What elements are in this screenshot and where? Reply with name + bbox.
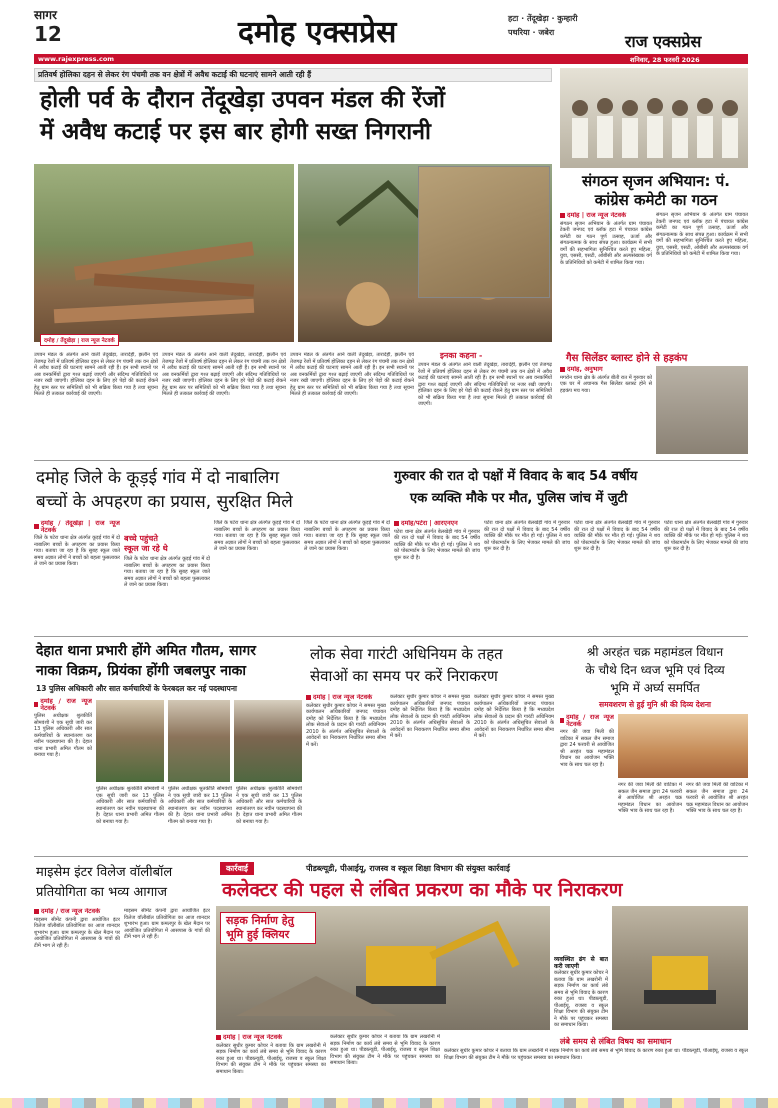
kidnap-col-4 (304, 520, 390, 632)
side-mid-byline (560, 366, 652, 373)
side-top-byline (560, 212, 652, 219)
lokseva-headline-2[interactable]: सेवाओं का समय पर करें निराकरण (310, 667, 498, 685)
registration-bar (0, 1098, 778, 1108)
police-kicker: 13 पुलिस अधिकारी और सात कर्मचारियों के फेरबदल कर नई पदस्थापना (36, 684, 237, 693)
dispute-body: पटेरा थाना क्षेत्र अंतर्गत बेलखेड़ी गांव में गुरुवार की रात दो पक्षों में विवाद के बाद 54 वर्षीय व्यक्ति की मौके पर मौत हो गई। पुलिस ने शव को पोस्टमार्टम के लिए भेजकर मामले की जांच शुरू कर दी है। (394, 528, 480, 561)
city-label: सागर (34, 8, 57, 22)
police-portrait-3 (234, 700, 302, 782)
collector-col-4 (444, 1048, 748, 1096)
police-headline-1[interactable]: देहात थाना प्रभारी होंगे अमित गौतम, सागर (36, 643, 256, 659)
dispute-col-4 (664, 520, 748, 632)
side-top-byline-text: दमोह | राज न्यूज नेटवर्क (567, 212, 627, 219)
page-number: 12 (34, 22, 62, 46)
lokseva-body-cont: कलेक्टर सुधीर कुमार कोचर ने समस्त मुख्य कार्यपालन अधिकारियों जनपद पंचायत दमोह को निर्देशित किया है कि मध्यप्रदेश लोक सेवाओं के प्रदान की गारंटी अधिनियम 2010 के अंतर्गत अधिसूचित सेवाओं के आवेदनों का निराकरण निर्धारित समय सीमा में करें। (390, 694, 470, 739)
edition-tags: हटा · तेंदूखेड़ा · कुम्हारी पथरिया · जबेरा (508, 14, 578, 37)
lead-body-col-2 (162, 352, 286, 456)
lead-inset-photo (418, 166, 550, 298)
collector-side-headline[interactable]: लंबे समय से लंबित विषय का समाधान (560, 1037, 672, 1046)
police-body-cont-2: पुलिस अधीक्षक श्रुतकीर्ति सोमवंशी ने एक सूची जारी कर 13 पुलिस अधिकारी और सात कर्मचारियों के स्थानांतरण कर नवीन पदस्थापना की है। देहात थाना प्रभारी अमित गौतम को बनाया गया है। (168, 786, 232, 825)
police-body: पुलिस अधीक्षक श्रुतकीर्ति सोमवंशी ने एक सूची जारी कर 13 पुलिस अधिकारी और सात कर्मचारियों के स्थानांतरण कर नवीन पदस्थापना की है। देहात थाना प्रभारी अमित गौतम को बनाया गया है। (34, 713, 92, 758)
police-col-2 (96, 786, 164, 852)
log-pile-illustration (34, 164, 294, 342)
jain-body-cont-2: नगर की जवा मिली की वाटिका में सकल जैन समाज द्वारा 24 फरवरी से आयोजित श्री अरहंत चक्र महामंडल विधान का आयोजन भक्ति भाव के साथ चल रहा है। (686, 782, 748, 814)
collector-inset-1: सड़क निर्माण हेतु (226, 914, 294, 927)
police-col-4 (236, 786, 302, 852)
group-photo-illustration (560, 68, 748, 168)
lokseva-headline-1[interactable]: लोक सेवा गारंटी अधिनियम के तहत (310, 645, 503, 663)
collector-body: कलेक्टर सुधीर कुमार कोचर ने बताया कि ग्राम लखरोनी में सड़क निर्माण का कार्य लंबे समय से भूमि विवाद के कारण रुका हुआ था। पीडब्ल्यूडी, पीआईयू, राजस्व व स्कूल शिक्षा विभाग की संयुक्त टीम ने मौके पर पहुंचकर समस्या का समाधान किया। (216, 1042, 326, 1075)
side-mid-body: मगरोन थाना क्षेत्र के अंतर्गत बीती रात में गुरुवार को एक घर में अचानक गैस सिलेंडर ब्लास्ट होने से हड़कंप मच गया। (560, 374, 652, 394)
side-top-col-2 (656, 212, 748, 346)
dispute-byline-text: दमोह/पटेरा | आरएनएन (401, 520, 458, 527)
dispute-body-cont: पटेरा थाना क्षेत्र अंतर्गत बेलखेड़ी गांव में गुरुवार की रात दो पक्षों में विवाद के बाद 54 वर्षीय व्यक्ति की मौके पर मौत हो गई। पुलिस ने शव को पोस्टमार्टम के लिए भेजकर मामले की जांच शुरू कर दी है। (484, 520, 570, 552)
jain-headline-1[interactable]: श्री अरहंत चक्र महामंडल विधान (586, 645, 724, 659)
collector-body-cont-2: कलेक्टर सुधीर कुमार कोचर ने बताया कि ग्राम लखरोनी में सड़क निर्माण का कार्य लंबे समय से भूमि विवाद के कारण रुका हुआ था। पीडब्ल्यूडी, पीआईयू, राजस्व व स्कूल शिक्षा विभाग की संयुक्त टीम ने मौके पर पहुंचकर समस्या का समाधान किया। (554, 970, 608, 1028)
side-top-col-1 (560, 212, 652, 346)
page-title: दमोह एक्सप्रेस (238, 15, 397, 50)
lead-body-cont: उपवन मंडल के अंतर्गत आने वाली तेंदूखेड़ा, तारादेही, झलौन एवं तेजगढ़ रेंजों में प्रतिवर्ष होलिका दहन से लेकर रंग पंचमी तक वन क्षेत्रों में अवैध कटाई की घटनाएं सामने आती रही हैं। इन सभी स्थानों पर अब वनकर्मियों द्वारा गश्त बढ़ाई जाएगी और संदिग्ध गतिविधियों पर नजर रखी जाएगी। होलिका दहन के लिए हरे पेड़ों की कटाई रोकने हेतु ग्राम स्तर पर समितियों को भी सक्रिय किया गया है तथा सूचना मिलते ही तत्काल कार्रवाई की जाएगी। (162, 352, 286, 397)
dispute-headline-1[interactable]: गुरुवार की रात दो पक्षों में विवाद के बाद 54 वर्षीय (394, 469, 638, 484)
police-col-1 (34, 698, 92, 852)
collector-headline[interactable]: कलेक्टर की पहल से लंबित प्रकरण का मौके पर निराकरण (222, 879, 623, 901)
lead-body-col-3 (290, 352, 414, 456)
kidnap-body-cont-3: जिले के पटेरा थाना क्षेत्र अंतर्गत कूड़ई गांव में दो नाबालिग बच्चों के अपहरण का प्रयास किया गया। बताया जा रहा है कि सुबह स्कूल जाते समय अज्ञात लोगों ने बच्चों को बहला फुसलाकर ले जाने का प्रयास किया। (304, 520, 390, 552)
lead-photo-1 (34, 164, 294, 342)
kidnap-headline-1[interactable]: दमोह जिले के कूड़ई गांव में दो नाबालिग (36, 468, 280, 488)
kidnap-col-1 (34, 520, 120, 632)
police-col-3 (168, 786, 232, 852)
volley-byline-text: दमोह / राज न्यूज नेटवर्क (41, 908, 101, 915)
side-mid-byline-text: दमोह, अनुभाग (567, 366, 603, 373)
lokseva-col-2 (390, 694, 470, 852)
police-body-cont-3: पुलिस अधीक्षक श्रुतकीर्ति सोमवंशी ने एक सूची जारी कर 13 पुलिस अधिकारी और सात कर्मचारियों के स्थानांतरण कर नवीन पदस्थापना की है। देहात थाना प्रभारी अमित गौतम को बनाया गया है। (236, 786, 302, 825)
side-top-photo (560, 68, 748, 168)
collector-inset-2: भूमि हुई क्लियर (226, 928, 290, 941)
police-portrait-1 (96, 700, 164, 782)
lead-quote-col (418, 362, 552, 456)
lokseva-col-1 (306, 694, 386, 852)
collector-byline (216, 1034, 326, 1041)
lokseva-body-cont-2: कलेक्टर सुधीर कुमार कोचर ने समस्त मुख्य कार्यपालन अधिकारियों जनपद पंचायत दमोह को निर्देशित किया है कि मध्यप्रदेश लोक सेवाओं के प्रदान की गारंटी अधिनियम 2010 के अंतर्गत अधिसूचित सेवाओं के आवेदनों का निराकरण निर्धारित समय सीमा में करें। (474, 694, 554, 739)
lead-kicker: प्रतिवर्ष होलिका दहन से लेकर रंग पंचमी तक वन क्षेत्रों में अवैध कटाई की घटनाएं सामने आती रही हैं (38, 70, 312, 79)
dispute-col-1 (394, 520, 480, 632)
kidnap-body: जिले के पटेरा थाना क्षेत्र अंतर्गत कूड़ई गांव में दो नाबालिग बच्चों के अपहरण का प्रयास किया गया। बताया जा रहा है कि सुबह स्कूल जाते समय अज्ञात लोगों ने बच्चों को बहला फुसलाकर ले जाने का प्रयास किया। (34, 535, 120, 567)
dispute-body-cont-2: पटेरा थाना क्षेत्र अंतर्गत बेलखेड़ी गांव में गुरुवार की रात दो पक्षों में विवाद के बाद 54 वर्षीय व्यक्ति की मौके पर मौत हो गई। पुलिस ने शव को पोस्टमार्टम के लिए भेजकर मामले की जांच शुरू कर दी है। (574, 520, 660, 552)
jain-byline (560, 714, 614, 727)
police-body-cont: पुलिस अधीक्षक श्रुतकीर्ति सोमवंशी ने एक सूची जारी कर 13 पुलिस अधिकारी और सात कर्मचारियों के स्थानांतरण कर नवीन पदस्थापना की है। देहात थाना प्रभारी अमित गौतम को बनाया गया है। (96, 786, 164, 825)
volley-headline-1[interactable]: माइसेम इंटर विलेज वॉलीबॉल (36, 865, 173, 880)
kidnap-byline (34, 520, 120, 533)
lead-photo-caption: दमोह / तेंदूखेड़ा | राज न्यूज नेटवर्क (40, 334, 119, 346)
dispute-body-cont-3: पटेरा थाना क्षेत्र अंतर्गत बेलखेड़ी गांव में गुरुवार की रात दो पक्षों में विवाद के बाद 54 वर्षीय व्यक्ति की मौके पर मौत हो गई। पुलिस ने शव को पोस्टमार्टम के लिए भेजकर मामले की जांच शुरू कर दी है। (664, 520, 748, 552)
lokseva-byline-text: दमोह | राज न्यूज नेटवर्क (313, 694, 373, 701)
jain-col-2 (618, 782, 682, 852)
police-portrait-2 (168, 700, 230, 782)
collector-photo-2 (612, 906, 748, 1030)
kidnap-headline-2[interactable]: बच्चों के अपहरण का प्रयास, सुरक्षित मिले (36, 492, 293, 512)
dispute-col-2 (484, 520, 570, 632)
kidnap-subhead-2: स्कूल जा रहे थे (124, 544, 168, 553)
lead-subhead: इनका कहना - (440, 351, 483, 360)
side-mid-photo (656, 366, 748, 454)
collector-col-3 (554, 906, 608, 1030)
volley-body: माइसम सीमेंट कंपनी द्वारा आयोजित इंटर विलेज वॉलीबॉल प्रतियोगिता का आज शानदार शुभारंभ हुआ। ग्राम कमलपुर के खेल मैदान पर आयोजित प्रतियोगिता में आसपास के गांवों की टीमें भाग ले रही हैं। (34, 916, 120, 949)
jain-kicker: समवशरण से हुई मुनि श्री की दिव्य देशना (599, 700, 711, 709)
edition-tag[interactable]: कुम्हारी (557, 14, 578, 23)
lead-body-cont-2: उपवन मंडल के अंतर्गत आने वाली तेंदूखेड़ा, तारादेही, झलौन एवं तेजगढ़ रेंजों में प्रतिवर्ष होलिका दहन से लेकर रंग पंचमी तक वन क्षेत्रों में अवैध कटाई की घटनाएं सामने आती रही हैं। इन सभी स्थानों पर अब वनकर्मियों द्वारा गश्त बढ़ाई जाएगी और संदिग्ध गतिविधियों पर नजर रखी जाएगी। होलिका दहन के लिए हरे पेड़ों की कटाई रोकने हेतु ग्राम स्तर पर समितियों को भी सक्रिय किया गया है तथा सूचना मिलते ही तत्काल कार्रवाई की जाएगी। (290, 352, 414, 397)
jain-headline-3[interactable]: भूमि में अर्घ्य समर्पित (610, 681, 700, 695)
collector-body-cont: कलेक्टर सुधीर कुमार कोचर ने बताया कि ग्राम लखरोनी में सड़क निर्माण का कार्य लंबे समय से भूमि विवाद के कारण रुका हुआ था। पीडब्ल्यूडी, पीआईयू, राजस्व व स्कूल शिक्षा विभाग की संयुक्त टीम ने मौके पर पहुंचकर समस्या का समाधान किया। (330, 1034, 440, 1066)
kidnap-body-cont-2: जिले के पटेरा थाना क्षेत्र अंतर्गत कूड़ई गांव में दो नाबालिग बच्चों के अपहरण का प्रयास किया गया। बताया जा रहा है कि सुबह स्कूल जाते समय अज्ञात लोगों ने बच्चों को बहला फुसलाकर ले जाने का प्रयास किया। (214, 520, 300, 552)
collector-kicker: पीडब्ल्यूडी, पीआईयू, राजस्व व स्कूल शिक्षा विभाग की संयुक्त कार्रवाई (306, 864, 510, 873)
jain-body: नगर की जवा मिली की वाटिका में सकल जैन समाज द्वारा 24 फरवरी से आयोजित श्री अरहंत चक्र महामंडल विधान का आयोजन भक्ति भाव के साथ चल रहा है। (560, 729, 614, 768)
masthead (0, 0, 778, 62)
collector-subhead: व्यवस्थित ढंग से बात करी जाएगी (554, 956, 608, 970)
dispute-headline-2[interactable]: एक व्यक्ति मौके पर मौत, पुलिस जांच में जुटी (410, 491, 628, 506)
lead-body-col-1 (34, 352, 158, 456)
side-top-headline[interactable]: संगठन सृजन अभियान: पं. कांग्रेस कमेटी का गठन (582, 172, 730, 209)
collector-col-1 (216, 1034, 326, 1096)
dispute-col-3 (574, 520, 660, 632)
lead-body: उपवन मंडल के अंतर्गत आने वाली तेंदूखेड़ा, तारादेही, झलौन एवं तेजगढ़ रेंजों में प्रतिवर्ष होलिका दहन से लेकर रंग पंचमी तक वन क्षेत्रों में अवैध कटाई की घटनाएं सामने आती रही हैं। इन सभी स्थानों पर अब वनकर्मियों द्वारा गश्त बढ़ाई जाएगी और संदिग्ध गतिविधियों पर नजर रखी जाएगी। होलिका दहन के लिए हरे पेड़ों की कटाई रोकने हेतु ग्राम स्तर पर समितियों को भी सक्रिय किया गया है तथा सूचना मिलते ही तत्काल कार्रवाई की जाएगी। (34, 352, 158, 397)
kidnap-col-3 (214, 520, 300, 632)
collector-body-cont-3: कलेक्टर सुधीर कुमार कोचर ने बताया कि ग्राम लखरोनी में सड़क निर्माण का कार्य लंबे समय से भूमि विवाद के कारण रुका हुआ था। पीडब्ल्यूडी, पीआईयू, राजस्व व स्कूल शिक्षा विभाग की संयुक्त टीम ने मौके पर पहुंचकर समस्या का समाधान किया। (444, 1048, 748, 1061)
lokseva-byline (306, 694, 386, 701)
volley-byline (34, 908, 120, 915)
police-byline (34, 698, 92, 711)
kidnap-byline-text: दमोह / तेंदूखेड़ा | राज न्यूज नेटवर्क (40, 520, 120, 534)
jain-headline-2[interactable]: के चौथे दिन ध्वज भूमि एवं दिव्य (585, 663, 725, 677)
police-headline-2[interactable]: नाका विक्रम, प्रियंका होंगी जबलपुर नाका (36, 663, 246, 679)
volley-col-1 (34, 908, 120, 1088)
website-link[interactable]: www.rajexpress.com (38, 55, 115, 63)
bulldozer-illustration (612, 906, 748, 1030)
lead-quote-body: उपवन मंडल के अंतर्गत आने वाली तेंदूखेड़ा, तारादेही, झलौन एवं तेजगढ़ रेंजों में प्रतिवर्ष होलिका दहन से लेकर रंग पंचमी तक वन क्षेत्रों में अवैध कटाई की घटनाएं सामने आती रही हैं। इन सभी स्थानों पर अब वनकर्मियों द्वारा गश्त बढ़ाई जाएगी और संदिग्ध गतिविधियों पर नजर रखी जाएगी। होलिका दहन के लिए हरे पेड़ों की कटाई रोकने हेतु ग्राम स्तर पर समितियों को भी सक्रिय किया गया है तथा सूचना मिलते ही तत्काल कार्रवाई की जाएगी। (418, 362, 552, 407)
edition-tag[interactable]: जबेरा (538, 28, 555, 37)
side-mid-col (560, 366, 652, 456)
date-label: शनिवार, 28 फरवरी 2026 (630, 56, 700, 64)
brand-logo: राज एक्सप्रेस (625, 32, 702, 51)
edition-tag[interactable]: तेंदूखेड़ा (526, 14, 549, 23)
collector-byline-text: दमोह | राज न्यूज नेटवर्क (223, 1034, 283, 1041)
dispute-byline (394, 520, 480, 527)
jain-photo (618, 714, 748, 778)
side-top-body-cont: संगठन सृजन अभियान के अंतर्गत ग्राम पंचायत टेकरी जनपद एवं ब्लॉक हटा में पंचायत कांग्रेस कमेटी का गठन पूर्ण उत्साह, ऊर्जा और संगठनात्मक के साथ संपन्न हुआ। कार्यक्रम में सभी वर्गों की सहभागिता सुनिश्चित करते हुए महिला, युवा, एससी, एसटी, ओबीसी और अल्पसंख्यक वर्ग के प्रतिनिधियों को कमेटी में शामिल किया गया। (656, 212, 748, 257)
volley-headline-2[interactable]: प्रतियोगिता का भव्य आगाज (36, 885, 168, 900)
divider (34, 460, 748, 461)
jain-col-3 (686, 782, 748, 852)
lokseva-body: कलेक्टर सुधीर कुमार कोचर ने समस्त मुख्य कार्यपालन अधिकारियों जनपद पंचायत दमोह को निर्देशित किया है कि मध्यप्रदेश लोक सेवाओं के प्रदान की गारंटी अधिनियम 2010 के अंतर्गत अधिसूचित सेवाओं के आवेदनों का निराकरण निर्धारित समय सीमा में करें। (306, 702, 386, 748)
volley-col-2 (124, 908, 210, 1088)
lokseva-col-3 (474, 694, 554, 852)
police-byline-text: दमोह / राज न्यूज नेटवर्क (40, 698, 92, 712)
volley-body-cont: माइसम सीमेंट कंपनी द्वारा आयोजित इंटर विलेज वॉलीबॉल प्रतियोगिता का आज शानदार शुभारंभ हुआ। ग्राम कमलपुर के खेल मैदान पर आयोजित प्रतियोगिता में आसपास के गांवों की टीमें भाग ले रही हैं। (124, 908, 210, 940)
jain-byline-text: दमोह / राज न्यूज नेटवर्क (566, 714, 614, 728)
side-top-body: संगठन सृजन अभियान के अंतर्गत ग्राम पंचायत टेकरी जनपद एवं ब्लॉक हटा में पंचायत कांग्रेस कमेटी का गठन पूर्ण उत्साह, ऊर्जा और संगठनात्मक के साथ संपन्न हुआ। कार्यक्रम में सभी वर्गों की सहभागिता सुनिश्चित करते हुए महिला, युवा, एससी, एसटी, ओबीसी और अल्पसंख्यक वर्ग के प्रतिनिधियों को कमेटी में शामिल किया गया। (560, 220, 652, 266)
side-mid-headline[interactable]: गैस सिलेंडर ब्लास्ट होने से हड़कंप (566, 353, 688, 364)
jain-col-1 (560, 714, 614, 852)
edition-tag[interactable]: हटा (508, 14, 519, 23)
lead-headline-1[interactable]: होली पर्व के दौरान तेंदूखेड़ा उपवन मंडल की रेंजों (40, 87, 445, 113)
kidnap-subhead-1: बच्चे पहुंचते (124, 534, 158, 543)
kidnap-body-cont: जिले के पटेरा थाना क्षेत्र अंतर्गत कूड़ई गांव में दो नाबालिग बच्चों के अपहरण का प्रयास किया गया। बताया जा रहा है कि सुबह स्कूल जाते समय अज्ञात लोगों ने बच्चों को बहला फुसलाकर ले जाने का प्रयास किया। (124, 556, 210, 588)
jain-body-cont: नगर की जवा मिली की वाटिका में सकल जैन समाज द्वारा 24 फरवरी से आयोजित श्री अरहंत चक्र महामंडल विधान का आयोजन भक्ति भाव के साथ चल रहा है। (618, 782, 682, 814)
edition-tag[interactable]: पथरिया (508, 28, 530, 37)
kidnap-col-2 (124, 520, 210, 632)
lead-headline-2[interactable]: में अवैध कटाई पर इस बार होगी सख्त निगरानी (40, 119, 431, 145)
divider (34, 636, 748, 637)
collector-tag: कार्रवाई (220, 862, 254, 875)
collector-col-2 (330, 1034, 440, 1096)
divider (34, 856, 748, 857)
